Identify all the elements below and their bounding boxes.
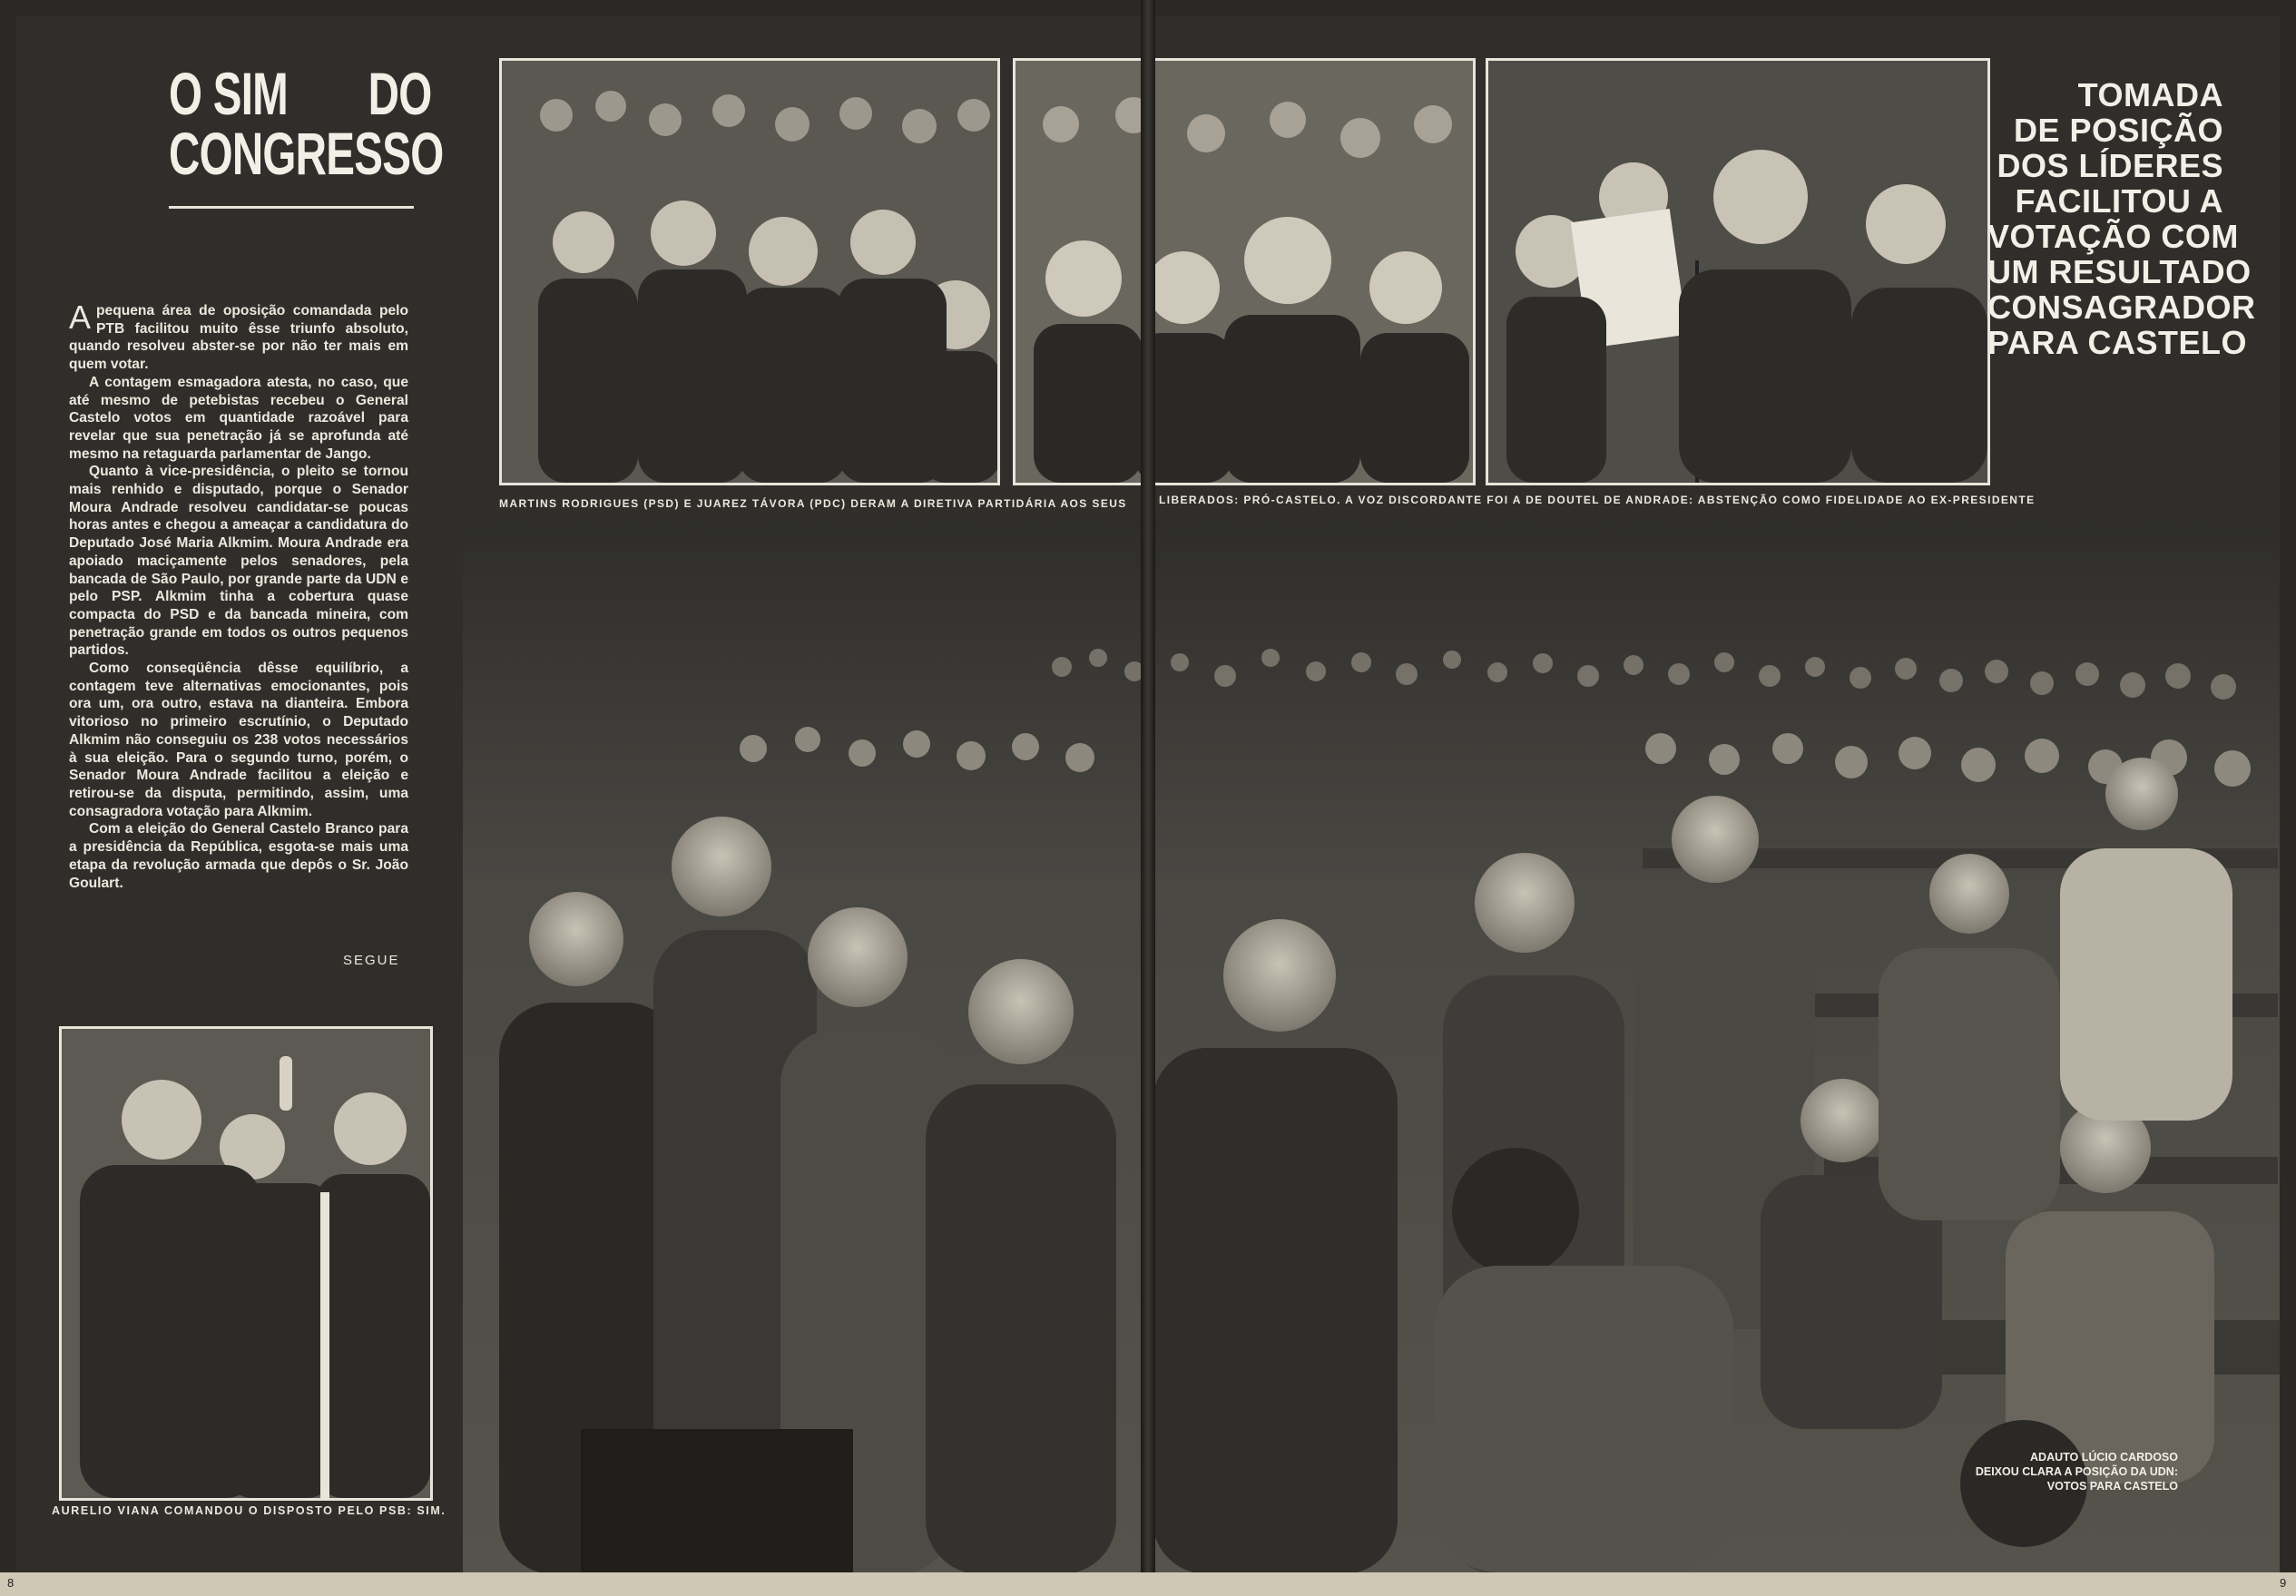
headline-word-o-sim: O SIM (169, 60, 289, 127)
right-headline-line: PARA CASTELO (1987, 324, 2248, 361)
caption-line: VOTOS PARA CASTELO (2046, 1480, 2178, 1493)
headline (169, 60, 444, 187)
spread-gutter (1141, 0, 1155, 1596)
right-headline-line: DE POSIÇÃO (2013, 112, 2223, 149)
photo-martins-rodrigues (499, 58, 1000, 485)
right-headline-line: UM RESULTADO (1987, 253, 2252, 290)
article-body (69, 299, 408, 892)
page-number-left: 8 (7, 1576, 15, 1590)
right-headline-line: VOTAÇÃO COM (1987, 218, 2239, 255)
continued-label: SEGUE (343, 953, 400, 968)
top-photos-caption-right: LIBERADOS: PRÓ-CASTELO. A VOZ DISCORDANTE FOI A DE DOUTEL DE ANDRADE: ABSTENÇÃO COMO FIDELIDADE AO EX-PRESIDENTE (1159, 494, 2036, 506)
headline-word-do: DO (368, 60, 432, 127)
right-headline-line: CONSAGRADOR (1987, 289, 2256, 326)
page-number-right: 9 (2280, 1576, 2287, 1590)
congress-floor-photo (463, 522, 2280, 1572)
right-headline (1987, 76, 2256, 361)
top-photos-caption-left: MARTINS RODRIGUES (PSD) E JUAREZ TÁVORA (PDC) DERAM A DIRETIVA PARTIDÁRIA AOS SEUS (499, 497, 1127, 510)
right-headline-line: DOS LÍDERES (1997, 147, 2223, 184)
photo-caption-adauto (1960, 1450, 2178, 1493)
right-headline-line: TOMADA (2077, 76, 2223, 113)
photo-caption-aurelio: AURELIO VIANA COMANDOU O DISPOSTO PELO PSB: SIM. (52, 1504, 446, 1517)
headline-word-congresso: CONGRESSO (169, 120, 444, 187)
article-paragraph: Com a eleição do General Castelo Branco para a presidência da República, esgota-se mais uma etapa da revolução armada que depôs o Sr. João Goulart. (69, 821, 408, 891)
article-paragraph: A contagem esmagadora atesta, no caso, que até mesmo de petebistas recebeu o General Castelo votos em quantidade razoável para revelar que sua penetração já se aprofunda até mesmo na retaguarda parlamentar de Jango. (69, 374, 408, 462)
page-bottom-edge (0, 1572, 2296, 1596)
caption-line: DEIXOU CLARA A POSIÇÃO DA UDN: (1975, 1465, 2178, 1478)
headline-rule (169, 206, 414, 209)
article-paragraph: Quanto à vice-presidência, o pleito se tornou mais renhido e disputado, porque o Senador Moura Andrade resolveu candidatar-se poucas horas antes e chegou a ameaçar a candidatura do Deputado José Maria Alkmim. Moura Andrade era apoiado maciçamente pelos senadores, pela bancada de São Paulo, por grande parte da UDN e pelo PSP. Alkmim tinha a cobertura quase compacta do PSD e da bancada mineira, com penetração grande em todos os outros pequenos partidos. (69, 464, 408, 659)
right-headline-line: FACILITOU A (2015, 182, 2223, 220)
article-paragraph: Apequena área de oposição comandada pelo PTB facilitou muito êsse triunfo absoluto, quando resolveu abster-se por não ter mais em quem votar. (69, 299, 408, 373)
photo-doutel-de-andrade (1486, 58, 1990, 485)
photo-aurelio-viana (59, 1026, 433, 1501)
article-paragraph: Como conseqüência dêsse equilíbrio, a contagem teve alternativas emocionantes, pois ora um, ora outro, estava na dianteira. Embora vitorioso no primeiro escrutínio, o Deputado Alkmim não conseguiu os 238 votos necessários à sua eleição. Para o segundo turno, porém, o Senador Moura Andrade facilitou a eleição e retirou-se da disputa, permitindo, assim, uma consagradora votação para Alkmim. (69, 661, 408, 819)
drop-cap: A (69, 299, 92, 336)
caption-line: ADAUTO LÚCIO CARDOSO (2030, 1451, 2178, 1464)
photo-juarez-tavora (1013, 58, 1476, 485)
